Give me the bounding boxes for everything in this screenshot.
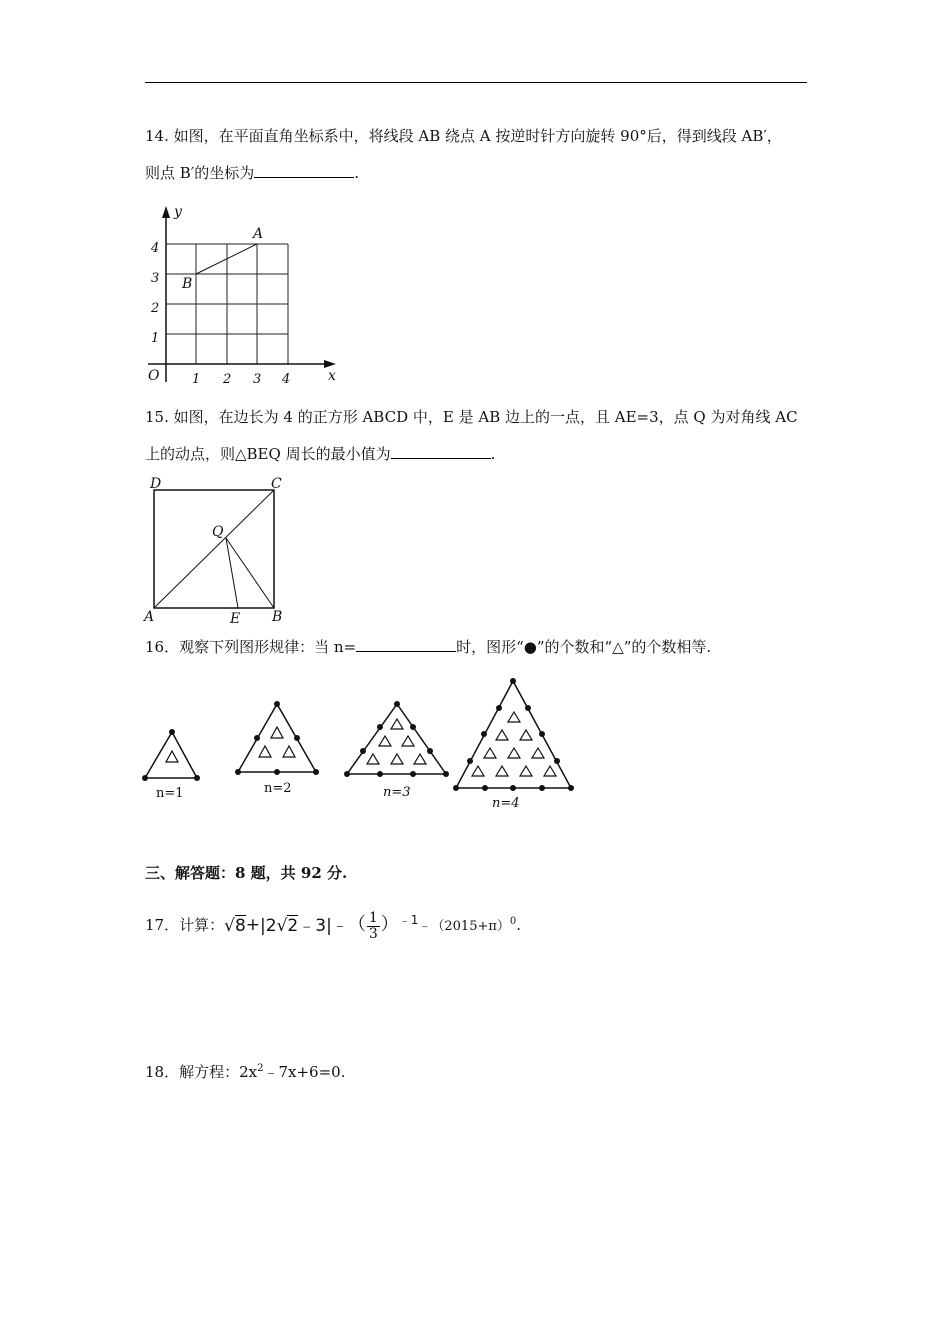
dot: [394, 701, 400, 707]
label-C: C: [271, 476, 282, 492]
dot: [294, 735, 300, 741]
q14-answer-blank[interactable]: [254, 163, 354, 178]
sqrt-8-radicand: 8: [234, 916, 246, 936]
dot: [410, 771, 416, 777]
abs-radicand: 2: [287, 916, 299, 936]
dot: [467, 758, 473, 764]
x-tick-label: 2: [223, 372, 232, 387]
q17-prefix: 17．计算：: [145, 916, 225, 934]
exponent-minus-one: ﹣1: [398, 913, 419, 927]
q14-grid: [166, 244, 288, 364]
label-D: D: [150, 476, 162, 492]
x-tick-label: 3: [253, 372, 262, 387]
pattern-n4: [453, 678, 574, 811]
q18-equation: [145, 1058, 345, 1083]
dot: [539, 731, 545, 737]
segment-QB: [226, 538, 274, 608]
dot: [274, 701, 280, 707]
caption: n=4: [492, 796, 520, 811]
y-tick-label: 3: [151, 271, 160, 286]
small-triangle: [532, 748, 544, 758]
dot: [510, 678, 516, 684]
small-triangle: [496, 730, 508, 740]
small-triangle: [379, 736, 391, 746]
abs-coefficient: 2: [265, 916, 277, 936]
q15-line2-suffix: .: [490, 445, 496, 463]
q16-suffix: 时，图形“●”的个数和“△”的个数相等.: [456, 638, 712, 656]
dot: [313, 769, 319, 775]
q14-coordinate-figure: [140, 200, 350, 390]
caption: n=2: [264, 781, 292, 796]
small-triangle: [259, 746, 271, 757]
small-triangle: [508, 712, 520, 722]
dot: [169, 729, 175, 735]
caption: n=3: [383, 785, 411, 800]
dot: [235, 769, 241, 775]
dot: [554, 758, 560, 764]
small-triangle: [508, 748, 520, 758]
x-tick-label: 4: [282, 372, 291, 387]
x-axis-label: x: [328, 368, 336, 384]
dot: [427, 748, 433, 754]
small-triangle: [484, 748, 496, 758]
dot: [344, 771, 350, 777]
dot: [410, 724, 416, 730]
point-B-label: B: [182, 276, 193, 292]
label-Q: Q: [212, 524, 224, 540]
dot: [481, 731, 487, 737]
q18-prefix: 18．解方程：2x: [145, 1063, 258, 1081]
small-triangle: [166, 751, 178, 762]
dot: [496, 705, 502, 711]
dot: [254, 735, 260, 741]
right-paren: ）: [380, 914, 399, 935]
small-triangle: [520, 766, 532, 776]
q18-suffix: ﹣7x+6=0.: [263, 1063, 346, 1081]
q18-exponent: 2: [257, 1063, 264, 1074]
left-paren: （: [347, 914, 366, 935]
dot: [443, 771, 449, 777]
q14-line2-suffix: .: [354, 164, 359, 182]
pattern-n3: [344, 701, 449, 800]
q14-text-line2: [145, 162, 359, 184]
dot: [568, 785, 574, 791]
dot: [525, 705, 531, 711]
q15-line2-prefix: 上的动点，则△BEQ 周长的最小值为: [145, 445, 391, 463]
dot: [194, 775, 200, 781]
header-rule: [145, 82, 807, 83]
origin-label: O: [148, 368, 160, 384]
y-tick-label: 2: [151, 301, 160, 316]
q16-pattern-figures: [140, 672, 580, 817]
q15-text-line2: [145, 443, 495, 465]
small-triangle: [472, 766, 484, 776]
dot: [539, 785, 545, 791]
pattern-n1: [142, 729, 200, 801]
q17-tail-exponent: 0: [509, 916, 517, 927]
y-axis-label: y: [174, 204, 182, 220]
x-tick-label: 1: [192, 372, 201, 387]
small-triangle: [283, 746, 295, 757]
dot: [360, 748, 366, 754]
q14-line2-prefix: 则点 B′的坐标为: [145, 164, 255, 182]
dot: [510, 785, 516, 791]
fraction-one-third: [367, 911, 380, 942]
q16-answer-blank[interactable]: [356, 637, 456, 652]
caption: n=1: [156, 786, 184, 801]
dot: [274, 769, 280, 775]
q17-expression: [145, 902, 521, 945]
y-axis-arrow: [162, 206, 170, 218]
q17-end: .: [516, 916, 522, 934]
q16-text: [145, 636, 711, 658]
plus-sign: +: [245, 915, 261, 935]
y-tick-label: 1: [151, 331, 160, 346]
section-3-title: 三、解答题：8 题，共 92 分.: [145, 864, 348, 882]
y-tick-label: 4: [151, 241, 160, 256]
q16-prefix: 16．观察下列图形规律：当 n=: [145, 638, 357, 656]
absolute-value: |2√2﹣3|: [260, 916, 332, 936]
outer-triangle: [145, 732, 197, 778]
q15-text-line1: 15. 如图，在边长为 4 的正方形 ABCD 中，E 是 AB 边上的一点，且 AE=3，点 Q 为对角线 AC: [145, 408, 798, 426]
dot: [482, 785, 488, 791]
dot: [377, 771, 383, 777]
small-triangle: [402, 736, 414, 746]
small-triangle: [391, 719, 403, 729]
small-triangle: [496, 766, 508, 776]
q14-text-line1: 14. 如图，在平面直角坐标系中，将线段 AB 绕点 A 按逆时针方向旋转 90°后，得到线段 AB′，: [145, 127, 782, 145]
q15-square-figure: [140, 470, 300, 630]
q15-answer-blank[interactable]: [391, 444, 491, 459]
sqrt-8: √8: [224, 916, 246, 936]
segment-QE: [226, 538, 238, 608]
fraction-denominator: 3: [368, 925, 378, 942]
dot: [377, 724, 383, 730]
dot: [142, 775, 148, 781]
minus-sign: ﹣: [331, 915, 348, 934]
label-E: E: [230, 611, 241, 627]
small-triangle: [271, 727, 283, 738]
small-triangle: [391, 754, 403, 764]
small-triangle: [367, 754, 379, 764]
small-triangle: [414, 754, 426, 764]
small-triangle: [544, 766, 556, 776]
label-A: A: [144, 609, 155, 625]
dot: [453, 785, 459, 791]
abs-minus-3: ﹣3: [298, 916, 327, 936]
x-axis-arrow: [324, 360, 336, 368]
label-B: B: [272, 609, 283, 625]
diagonal-AC: [154, 490, 274, 608]
point-A-label: A: [253, 226, 264, 242]
small-triangle: [520, 730, 532, 740]
pattern-n2: [235, 701, 319, 796]
q17-tail: ﹣（2015+π）: [418, 919, 510, 934]
fraction-numerator: 1: [368, 909, 378, 926]
